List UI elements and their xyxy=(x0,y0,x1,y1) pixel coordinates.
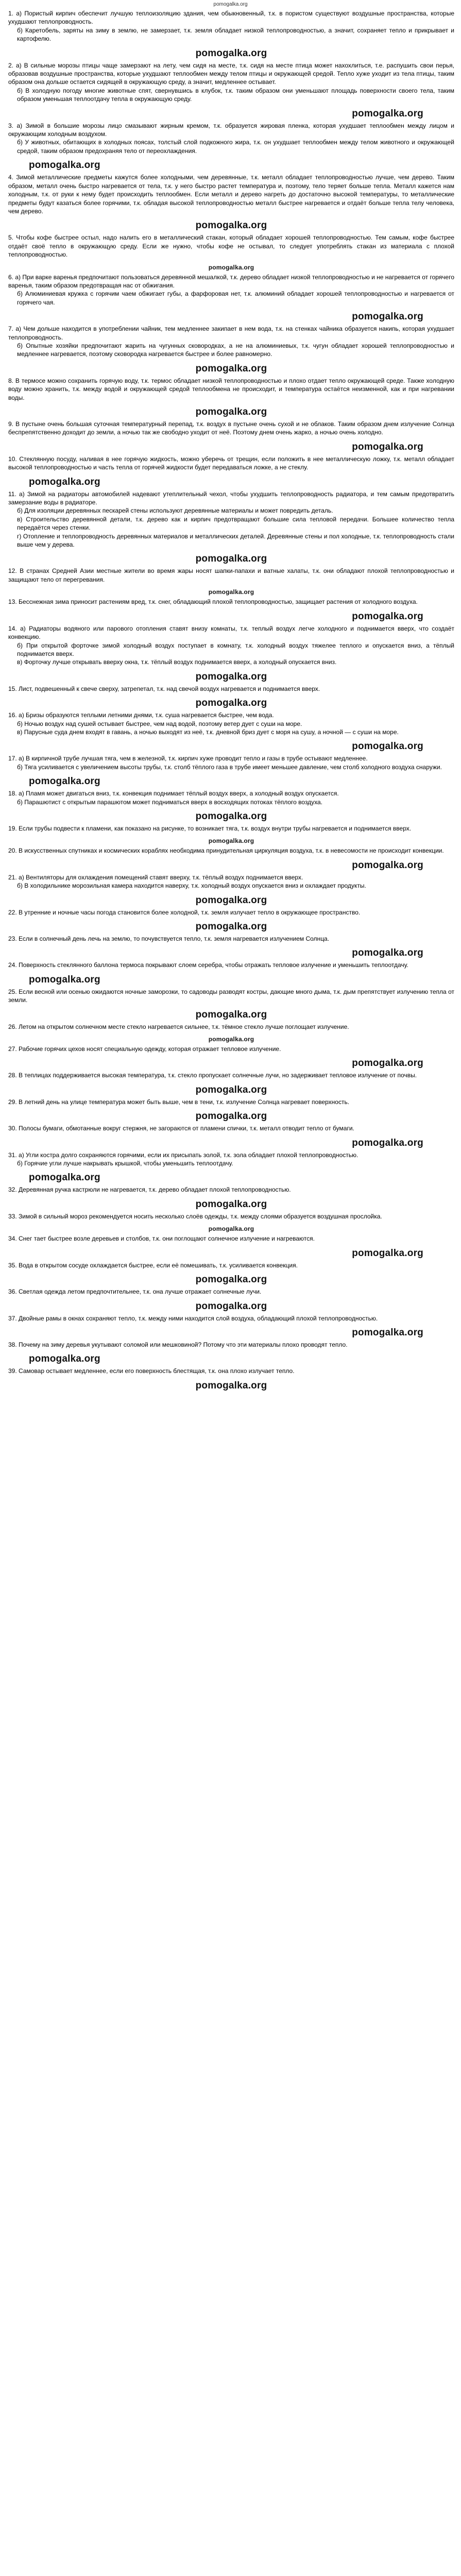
question-text: Если весной или осенью ожидаются ночные заморозки, то садоводы разводят костры, дающие много дыма, т.к. дым препятствует излучению тепла от земли. xyxy=(8,988,455,1004)
question-item xyxy=(8,1212,454,1221)
question-item xyxy=(8,9,454,43)
watermark: pomogalka.org xyxy=(352,859,423,871)
question-number: 30. xyxy=(8,1125,19,1132)
answer-part: в) Парусные суда днем входят в гавань, а ночью выходят из неё, т.к. дневной бриз дует с моря на сушу, а ночной — с суши на море. xyxy=(17,728,399,736)
watermark: pomogalka.org xyxy=(352,741,423,752)
question-item xyxy=(8,1234,454,1243)
watermark: pomogalka.org xyxy=(352,441,423,452)
question-text: Стеклянную посуду, наливая в нее горячую жидкость, можно уберечь от трещин, если положить в нее металлическую ложку, т.к. металл обладает высокой теплопроводностью и часть тепла от горячей жидкости будет передаваться ложке, а не стеклу. xyxy=(8,455,454,471)
question-number: 9. xyxy=(8,420,16,428)
question-text: В теплицах поддерживается высокая температура, т.к. стекло пропускает солнечные лучи, но задерживает тепловое излучение от почвы. xyxy=(19,1072,417,1079)
question-number: 19. xyxy=(8,824,19,832)
question-item xyxy=(8,1314,454,1323)
question-number: 34. xyxy=(8,1235,19,1243)
question-item xyxy=(8,567,454,584)
question-text: Зимой в сильный мороз рекомендуется носить несколько слоёв одежды, т.к. между слоями образуется воздушная прослойка. xyxy=(19,1212,382,1220)
question-item xyxy=(8,1341,454,1349)
watermark: pomogalka.org xyxy=(352,1247,423,1259)
question-number: 8. xyxy=(8,377,15,384)
question-item xyxy=(8,1261,454,1269)
question-text: а) В кирпичной трубе лучшая тяга, чем в железной, т.к. кирпич хуже проводит тепло и газы в трубе остывают медленнее. xyxy=(19,755,368,762)
question-number: 3. xyxy=(8,122,17,129)
watermark: pomogalka.org xyxy=(195,894,267,906)
question-item xyxy=(8,490,454,549)
question-item xyxy=(8,1287,454,1296)
answer-part: в) Форточку лучше открывать вверху окна, т.к. тёплый воздух поднимается вверх, а холодный опускается вниз. xyxy=(17,658,337,666)
question-item xyxy=(8,455,454,472)
question-text: В термосе можно сохранить горячую воду, т.к. термос обладает низкой теплопроводностью и плохо отдает тепло окружающей среде. Также холодную воду можно хранить, т.к. между водой и окружающей средой теплообмена не происходит, и температура остаётся неизменной, как и при нагревании воды. xyxy=(8,377,455,401)
question-number: 38. xyxy=(8,1341,19,1348)
question-item xyxy=(8,377,454,402)
question-text: а) Бризы образуются теплыми летними днями, т.к. суша нагревается быстрее, чем вода. xyxy=(19,711,274,719)
question-item xyxy=(8,1098,454,1106)
watermark: pomogalka.org xyxy=(195,1300,267,1312)
watermark: pomogalka.org xyxy=(195,921,267,932)
watermark: pomogalka.org xyxy=(195,810,267,822)
question-number: 18. xyxy=(8,790,19,798)
question-text: Поверхность стеклянного баллона термоса покрывают слоем серебра, чтобы отражать тепловое излучение и уменьшить теплоотдачу. xyxy=(19,961,408,969)
watermark: pomogalka.org xyxy=(195,1274,267,1285)
question-item xyxy=(8,754,454,771)
question-text: а) Пламя может двигаться вниз, т.к. конвекция поднимает тёплый воздух вверх, а холодный воздух опускается. xyxy=(19,790,339,798)
question-number: 13. xyxy=(8,598,19,606)
answer-part: б) В холодильнике морозильная камера находится наверху, т.к. холодный воздух опускается вниз и охлаждает продукты. xyxy=(17,882,366,890)
question-text: Зимой металлические предметы кажутся более холодными, чем деревянные, т.к. металл обладает теплопроводностью лучше, чем дерево. Таким образом, металл очень быстро нагревается от тела, т.к. у него быстро растет температура и, поэтому, тело теряет больше тепла. Металл кажется нам холодным, т.к. от руки к нему будет происходить теплообмен. Если металл и дерево нагреть до достаточно высокой температуры, то металлические предметы будут казаться более горячими, т.к. обладая высокой теплопроводностью металл быстрее нагревается и отдаёт больше тепла телу человека, чем дерево. xyxy=(8,174,455,215)
question-number: 22. xyxy=(8,908,19,916)
watermark: pomogalka.org xyxy=(195,363,267,374)
answer-part: б) При открытой форточке зимой холодный воздух поступает в комнату, т.к. холодный воздух тяжелее теплого и опускается вниз, а тёплый поднимается вверх. xyxy=(17,641,454,657)
watermark: pomogalka.org xyxy=(29,1172,100,1183)
question-item xyxy=(8,1124,454,1132)
question-number: 14. xyxy=(8,624,21,632)
answer-part: б) Каретобель, заряты на зиму в землю, не замерзает, т.к. земля обладает низкой теплопроводностью, а значит, сохраняет тепло и прикрывает и картофелю. xyxy=(17,26,454,43)
question-text: В пустыне очень большая суточная температурный перепад, т.к. воздух в пустыне очень сухой и не облаков. Таким образом днем излучение Солнца беспрепятственно доходит до земли, а ночью так же свободно уходит от неё. Поэтому днем очень жарко, а ночью очень холодно. xyxy=(8,420,454,436)
question-item xyxy=(8,1045,454,1053)
question-number: 16. xyxy=(8,711,19,719)
question-item xyxy=(8,824,454,833)
answer-part: б) Ночью воздух над сушей остывает быстрее, чем над водой, поэтому ветер дует с суши на море. xyxy=(17,720,302,727)
question-number: 15. xyxy=(8,685,19,692)
question-number: 36. xyxy=(8,1288,19,1296)
watermark: pomogalka.org xyxy=(352,311,423,323)
watermark: pomogalka.org xyxy=(195,671,267,682)
question-item xyxy=(8,908,454,917)
question-number: 10. xyxy=(8,455,20,463)
question-text: Почему на зиму деревья укутывают соломой или мешковиной? Потому что эти материалы плохо проводят тепло. xyxy=(19,1341,348,1348)
question-number: 35. xyxy=(8,1261,19,1269)
question-item xyxy=(8,420,454,437)
watermark: pomogalka.org xyxy=(195,406,267,417)
question-number: 39. xyxy=(8,1367,19,1375)
question-number: 28. xyxy=(8,1072,19,1079)
watermark: pomogalka.org xyxy=(195,1111,267,1122)
watermark: pomogalka.org xyxy=(29,1353,100,1365)
site-link[interactable]: pomogalka.org xyxy=(213,2,248,7)
question-text: Если в солнечный день лечь на землю, то почувствуется тепло, т.к. земля нагревается излучением Солнца. xyxy=(19,935,330,942)
answer-part: г) Отопление и теплопроводность деревянных материалов и металлических деталей. Деревянные стены и пол холодные, т.к. теплопроводность стали выше чем у дерева. xyxy=(17,532,454,549)
question-number: 29. xyxy=(8,1098,19,1106)
question-number: 33. xyxy=(8,1212,19,1220)
question-text: Самовар остывает медленнее, если его поверхность блестящая, т.к. она плохо излучает тепло. xyxy=(19,1367,295,1375)
question-item xyxy=(8,598,454,606)
answer-part: б) Тяга усиливается с увеличением высоты трубы, т.к. столб тёплого газа в трубе имеет меньшее давление, чем столб холодного воздуха снаружи. xyxy=(17,763,442,771)
watermark: pomogalka.org xyxy=(352,1327,423,1338)
question-number: 20. xyxy=(8,847,19,855)
question-text: а) При варке варенья предпочитают пользоваться деревянной мешалкой, т.к. дерево обладает низкой теплопроводностью и не нагревается от горячего варенья, таким образом предотвращая нас от обжигания. xyxy=(8,273,455,289)
watermark: pomogalka.org xyxy=(208,1036,254,1043)
question-item xyxy=(8,122,454,156)
watermark: pomogalka.org xyxy=(29,476,100,487)
question-number: 37. xyxy=(8,1314,19,1322)
question-item xyxy=(8,935,454,943)
question-item xyxy=(8,1367,454,1375)
watermark: pomogalka.org xyxy=(29,974,100,985)
watermark: pomogalka.org xyxy=(208,1225,254,1233)
question-text: В утренние и ночные часы погода становится более холодной, т.к. земля излучает тепло в окружающее пространство. xyxy=(19,908,361,916)
question-number: 32. xyxy=(8,1186,19,1194)
question-text: а) В сильные морозы птицы чаще замерзают на лету, чем сидя на месте, т.к. сидя на месте птица может нахохлиться, т.е. распушить свои перья, образовав воздушные пространства, которые ухудшают теплообмен между телом птицы и окружающей средой. Тепло хуже уходит из тела птицы, таким образом она дольше остается сидящей в окружающую среду, а значит, медленнее остывает. xyxy=(8,61,454,86)
question-text: а) Зимой на радиаторы автомобилей надевают утеплительный чехол, чтобы ухудшить теплопроводность радиатора, и тем самым предотвратить замерзание воды в радиаторе. xyxy=(8,490,454,506)
answer-part: б) У животных, обитающих в холодных поясах, толстый слой подкожного жира, т.к. он ухудшает теплообмен между телом животного и окружающей средой, таким образом предохраняя тело от переохлаждения. xyxy=(17,139,454,155)
document-body xyxy=(8,9,454,1394)
question-item xyxy=(8,173,454,215)
question-item xyxy=(8,789,454,806)
question-item xyxy=(8,1151,454,1168)
question-number: 7. xyxy=(8,325,16,333)
question-item xyxy=(8,233,454,259)
question-text: Рабочие горячих цехов носят специальную одежду, которая отражает тепловое излучение. xyxy=(19,1045,281,1053)
watermark: pomogalka.org xyxy=(352,1058,423,1069)
question-number: 27. xyxy=(8,1045,19,1053)
answer-part: б) Для изоляции деревянных пескарей стены используют деревянные материалы и может повредить деталь. xyxy=(17,507,333,515)
question-text: а) Радиаторы водяного или парового отопления ставят внизу комнаты, т.к. теплый воздух легче холодного и поднимается вверх, что создаёт конвекцию. xyxy=(8,624,455,641)
question-number: 23. xyxy=(8,935,19,942)
answer-part: б) Парашютист с открытым парашютом может подниматься вверх в восходящих потоках тёплого воздуха. xyxy=(17,798,323,806)
question-item xyxy=(8,1023,454,1031)
question-text: а) Угли костра долго сохраняются горячими, если их присыпать золой, т.к. зола обладает плохой теплопроводностью. xyxy=(19,1151,358,1159)
question-number: 24. xyxy=(8,961,19,969)
answer-part: б) В холодную погоду многие животные спят, свернувшись в клубок, т.к. таким образом они уменьшают площадь поверхности своего тела, таким образом уменьшая теплоотдачу тепла в окружающую среду. xyxy=(17,87,454,103)
question-text: а) Чем дольше находится в употреблении чайник, тем медленнее закипает в нем вода, т.к. на стенках чайника образуется накипь, которая ухудшает теплопроводность. xyxy=(8,325,454,341)
question-number: 6. xyxy=(8,273,15,281)
watermark: pomogalka.org xyxy=(195,1198,267,1210)
question-item xyxy=(8,1185,454,1194)
question-item xyxy=(8,273,454,307)
watermark: pomogalka.org xyxy=(29,160,100,171)
question-text: В летний день на улице температура может быть выше, чем в тени, т.к. излучение Солнца нагревает поверхность. xyxy=(19,1098,350,1106)
question-text: Снег тает быстрее возле деревьев и столбов, т.к. они поглощают солнечное излучение и нагреваются. xyxy=(19,1235,315,1243)
watermark: pomogalka.org xyxy=(195,1380,267,1391)
watermark: pomogalka.org xyxy=(195,220,267,231)
answer-part: б) Горячие угли лучше накрывать крышкой, чтобы уменьшить теплоотдачу. xyxy=(17,1160,233,1167)
question-item xyxy=(8,711,454,736)
watermark: pomogalka.org xyxy=(195,1084,267,1095)
question-number: 11. xyxy=(8,490,20,498)
question-text: Лист, подвешенный к свече сверху, затрепетал, т.к. над свечой воздух нагревается и поднимается вверх. xyxy=(19,685,320,692)
watermark: pomogalka.org xyxy=(195,1009,267,1020)
question-item xyxy=(8,988,454,1005)
watermark: pomogalka.org xyxy=(208,263,254,271)
answer-part: в) Строительство деревянной детали, т.к. дерево как и кирпич предотвращают большие сила тепловой передачи. Большее количество тепла передаётся через стенки. xyxy=(17,515,454,532)
watermark: pomogalka.org xyxy=(208,837,254,845)
question-number: 26. xyxy=(8,1023,19,1030)
question-number: 1. xyxy=(8,10,16,17)
question-item xyxy=(8,685,454,693)
question-text: а) Вентиляторы для охлаждения помещений ставят вверху, т.к. тёплый воздух поднимается вверх. xyxy=(19,873,303,881)
watermark: pomogalka.org xyxy=(352,108,423,119)
watermark: pomogalka.org xyxy=(352,611,423,622)
watermark: pomogalka.org xyxy=(195,698,267,709)
question-item xyxy=(8,873,454,890)
question-number: 21. xyxy=(8,873,19,881)
watermark: pomogalka.org xyxy=(195,47,267,59)
question-text: а) Пористый кирпич обеспечит лучшую теплоизоляцию здания, чем обыкновенный, т.к. в пористом существуют воздушные пространства, которые ухудшают теплопроводность. xyxy=(8,10,454,26)
question-number: 31. xyxy=(8,1151,19,1159)
answer-part: б) Опытные хозяйки предпочитают жарить на чугунных сковородках, а не на алюминиевых, т.к. чугун обладает хорошей теплопроводностью и медленнее нагревается, поэтому сковородка нагревается быстрее и более равномерно. xyxy=(17,342,454,358)
question-text: Светлая одежда летом предпочтительнее, т.к. она лучше отражает солнечные лучи. xyxy=(19,1288,262,1296)
question-text: Если трубы подвести к пламени, как показано на рисунке, то возникает тяга, т.к. воздух внутри трубы нагревается и поднимается вверх. xyxy=(19,824,412,832)
answer-part: б) Алюминиевая кружка с горячим чаем обжигает губы, а фарфоровая нет, т.к. алюминий обладает хорошей теплопроводностью и нагревается от горячего чая. xyxy=(17,290,454,306)
question-item xyxy=(8,961,454,969)
watermark: pomogalka.org xyxy=(29,776,100,787)
question-item xyxy=(8,846,454,855)
question-text: Двойные рамы в окнах сохраняют тепло, т.к. между ними находится слой воздуха, обладающий плохой теплопроводностью. xyxy=(19,1314,378,1322)
question-item xyxy=(8,624,454,667)
question-item xyxy=(8,61,454,104)
question-text: а) Зимой в большие морозы лицо смазывают жирным кремом, т.к. образуется жировая пленка, которая ухудшает теплообмен между лицом и окружающим холодным воздухом. xyxy=(8,122,454,138)
question-number: 4. xyxy=(8,174,16,181)
question-text: Полосы бумаги, обмотанные вокруг стержня, не загораются от пламени спички, т.к. металл отводит тепло от бумаги. xyxy=(19,1125,354,1132)
watermark: pomogalka.org xyxy=(352,1137,423,1148)
question-text: Летом на открытом солнечном месте стекло нагревается сильнее, т.к. тёмное стекло лучше поглощает излучение. xyxy=(19,1023,349,1030)
question-number: 12. xyxy=(8,567,20,575)
watermark: pomogalka.org xyxy=(195,553,267,565)
question-text: Чтобы кофе быстрее остыл, надо налить его в металлический стакан, который обладает хорошей теплопроводностью. Тем самым, кофе быстрее отдаёт своё тепло в окружающую среду. Если же нужно, чтобы кофе не остывал, то следует употреблять стакан из материала с плохой теплопроводностью. xyxy=(8,234,455,259)
question-text: Деревянная ручка кастрюли не нагревается, т.к. дерево обладает плохой теплопроводностью. xyxy=(19,1186,291,1194)
question-text: В странах Средней Азии местные жители во время жары носят шапки-папахи и ватные халаты, т.к. они обладают плохой теплопроводностью и защищают тело от перегревания. xyxy=(8,567,454,583)
question-item xyxy=(8,1071,454,1079)
question-number: 17. xyxy=(8,755,19,762)
question-item xyxy=(8,325,454,359)
watermark: pomogalka.org xyxy=(352,947,423,959)
question-text: Бесснежная зима приносит растениям вред, т.к. снег, обладающий плохой теплопроводностью, защищает растения от холодного воздуха. xyxy=(19,598,418,606)
question-text: В искусственных спутниках и космических кораблях необходима принудительная циркуляция воздуха, т.к. в невесомости не происходит конвекции. xyxy=(19,847,444,855)
question-number: 25. xyxy=(8,988,19,995)
watermark: pomogalka.org xyxy=(208,588,254,596)
question-text: Вода в открытом сосуде охлаждается быстрее, если её помешивать, т.к. усиливается конвекция. xyxy=(19,1261,298,1269)
question-number: 5. xyxy=(8,234,16,242)
question-number: 2. xyxy=(8,61,16,69)
